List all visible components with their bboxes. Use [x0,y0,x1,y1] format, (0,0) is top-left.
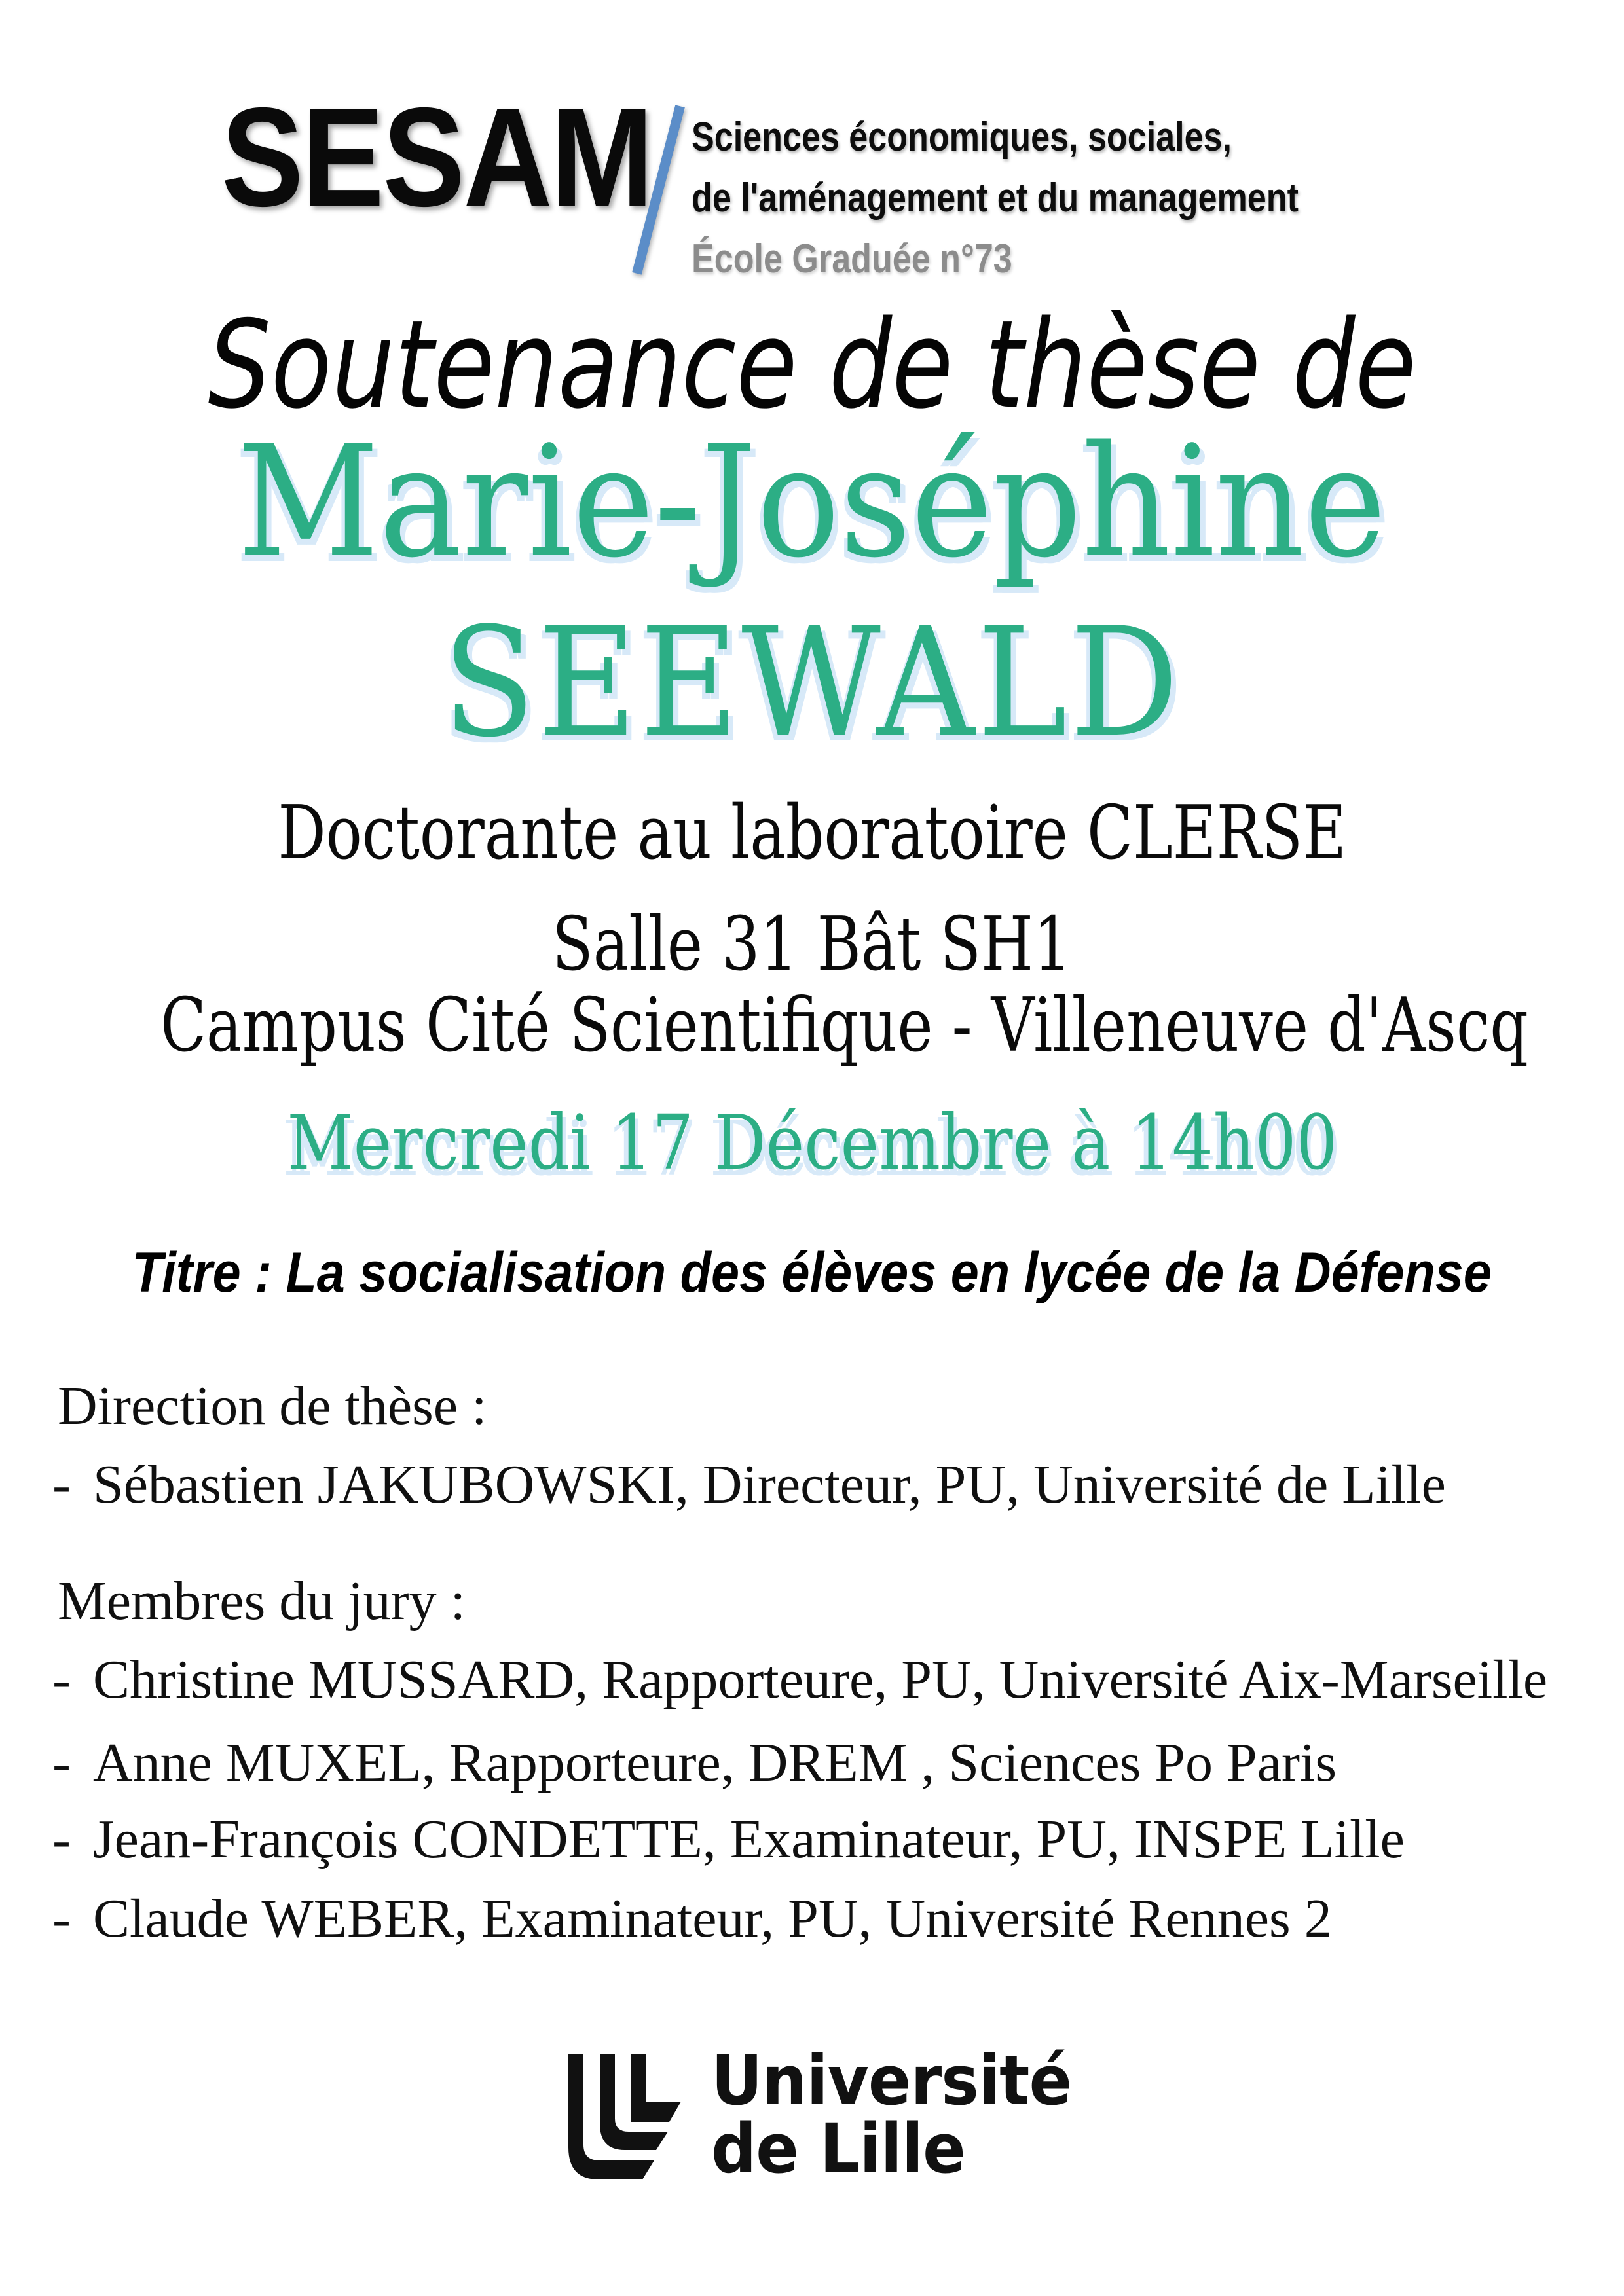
jury-item-text: Christine MUSSARD, Rapporteure, PU, Université Aix-Marseille [92,1649,1548,1710]
jury-item-text: Anne MUXEL, Rapporteure, DREM , Sciences Po Paris [92,1732,1337,1793]
jury-item [52,1649,1585,1710]
sesam-tagline-line1: Sciences économiques, sociales, [692,115,1232,160]
jury-item [52,1809,1585,1870]
list-bullet: - [52,1888,71,1949]
univ-name-line1: Université [711,2041,1072,2121]
candidate-last-name: SEEWALD [442,596,1182,771]
sesam-logo-wordmark: SESAM [221,78,652,236]
direction-item-text: Sébastien JAKUBOWSKI, Directeur, PU, Université de Lille [92,1454,1446,1515]
list-bullet: - [52,1809,71,1870]
jury-item-text: Claude WEBER, Examinateur, PU, Université Rennes 2 [92,1888,1332,1949]
jury-heading: Membres du jury : [58,1571,466,1631]
univ-name-line2: de Lille [711,2109,965,2189]
list-bullet: - [52,1732,71,1793]
candidate-first-name: Marie-Joséphine [237,413,1387,592]
universite-de-lille-lll-icon [568,2054,685,2183]
sesam-logo-tagline [692,107,1414,289]
sesam-tagline-line2: de l'aménagement et du management [692,175,1299,221]
room-line: Salle 31 Bât SH1 [552,901,1072,987]
campus-line: Campus Cité Scientifique - Villeneuve d'Ascq [160,982,1528,1068]
list-bullet: - [52,1454,71,1515]
universite-de-lille-wordmark [711,2041,1099,2189]
direction-heading: Direction de thèse : [58,1376,487,1436]
jury-item [52,1888,1585,1949]
pretitle: Soutenance de thèse de [208,294,1416,435]
role-line: Doctorante au laboratoire CLERSE [278,790,1346,876]
datetime-line: Mercredi 17 Décembre à 14h00 [287,1099,1337,1187]
jury-item [52,1732,1585,1793]
direction-item [52,1454,1585,1515]
jury-item-text: Jean-François CONDETTE, Examinateur, PU, INSPE Lille [92,1809,1405,1870]
sesam-tagline-line3: École Graduée n°73 [692,236,1012,282]
thesis-title: Titre : La socialisation des élèves en lycée de la Défense [132,1241,1492,1304]
list-bullet: - [52,1649,71,1710]
